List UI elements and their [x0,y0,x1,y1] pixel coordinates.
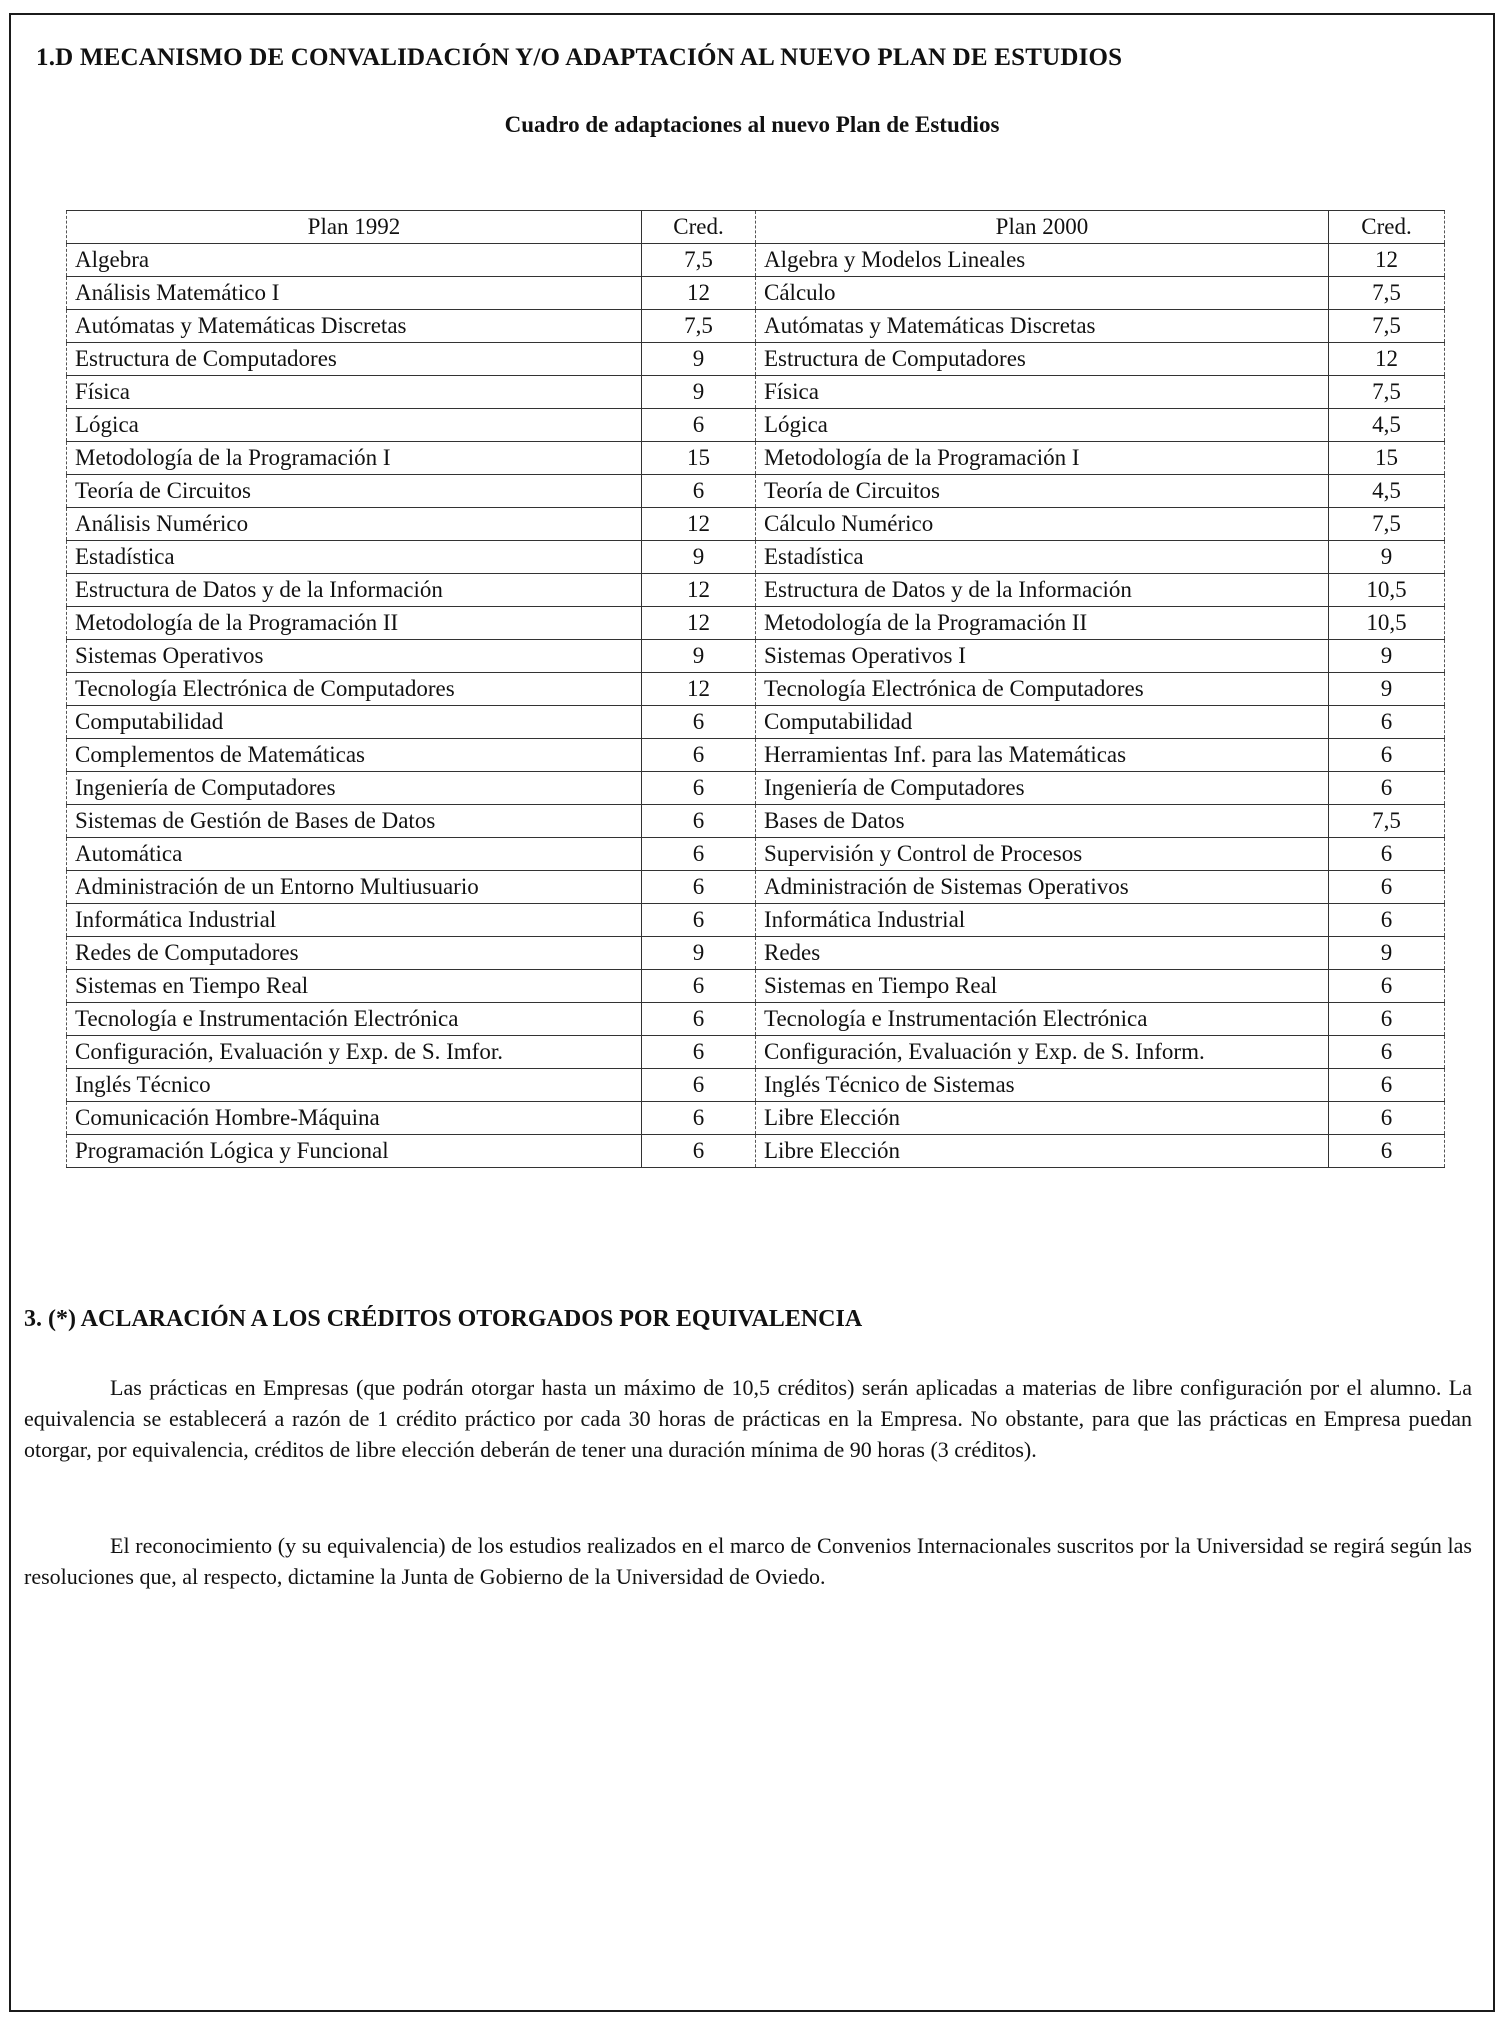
plan-1992-credits: 6 [642,1102,756,1135]
plan-1992-credits: 12 [642,673,756,706]
plan-1992-credits: 12 [642,574,756,607]
plan-2000-credits: 7,5 [1329,310,1445,343]
plan-1992-subject: Redes de Computadores [67,937,642,970]
header-row [67,211,1445,244]
plan-2000-subject: Supervisión y Control de Procesos [756,838,1329,871]
plan-1992-credits: 6 [642,475,756,508]
table-row [67,376,1445,409]
table-caption: Cuadro de adaptaciones al nuevo Plan de Estudios [504,112,1000,137]
plan-2000-subject: Inglés Técnico de Sistemas [756,1069,1329,1102]
table-row [67,1003,1445,1036]
plan-1992-credits: 9 [642,541,756,574]
plan-2000-subject: Libre Elección [756,1135,1329,1168]
plan-2000-credits: 6 [1329,1003,1445,1036]
plan-2000-credits: 12 [1329,343,1445,376]
header-plan-1992: Plan 1992 [67,211,642,244]
plan-2000-subject: Tecnología e Instrumentación Electrónica [756,1003,1329,1036]
plan-2000-subject: Ingeniería de Computadores [756,772,1329,805]
table-row [67,673,1445,706]
plan-1992-credits: 9 [642,343,756,376]
plan-2000-credits: 6 [1329,838,1445,871]
plan-1992-credits: 6 [642,772,756,805]
plan-1992-credits: 6 [642,838,756,871]
table-row [67,838,1445,871]
plan-2000-subject: Autómatas y Matemáticas Discretas [756,310,1329,343]
plan-1992-credits: 6 [642,871,756,904]
plan-1992-subject: Análisis Matemático I [67,277,642,310]
plan-2000-subject: Lógica [756,409,1329,442]
table-row [67,904,1445,937]
plan-1992-credits: 9 [642,937,756,970]
plan-2000-credits: 15 [1329,442,1445,475]
table-row [67,607,1445,640]
plan-2000-credits: 6 [1329,970,1445,1003]
table-row [67,310,1445,343]
table-row [67,508,1445,541]
table-row [67,475,1445,508]
plan-2000-credits: 6 [1329,1135,1445,1168]
table-row [67,442,1445,475]
plan-1992-subject: Administración de un Entorno Multiusuario [67,871,642,904]
plan-2000-credits: 4,5 [1329,475,1445,508]
plan-1992-subject: Automática [67,838,642,871]
plan-2000-subject: Libre Elección [756,1102,1329,1135]
plan-1992-credits: 7,5 [642,310,756,343]
header-plan-2000: Plan 2000 [756,211,1329,244]
plan-2000-subject: Metodología de la Programación I [756,442,1329,475]
plan-1992-subject: Física [67,376,642,409]
table-row [67,1135,1445,1168]
table-row [67,277,1445,310]
section-3-heading: 3. (*) ACLARACIÓN A LOS CRÉDITOS OTORGADOS POR EQUIVALENCIA [24,1306,863,1332]
table-row [67,871,1445,904]
plan-2000-credits: 6 [1329,706,1445,739]
plan-1992-credits: 9 [642,376,756,409]
plan-2000-credits: 6 [1329,1102,1445,1135]
plan-2000-subject: Teoría de Circuitos [756,475,1329,508]
plan-1992-credits: 6 [642,904,756,937]
plan-2000-credits: 6 [1329,904,1445,937]
plan-1992-subject: Programación Lógica y Funcional [67,1135,642,1168]
plan-2000-credits: 10,5 [1329,574,1445,607]
plan-2000-credits: 12 [1329,244,1445,277]
plan-2000-subject: Configuración, Evaluación y Exp. de S. Inform. [756,1036,1329,1069]
table-row [67,706,1445,739]
plan-2000-credits: 7,5 [1329,508,1445,541]
plan-1992-credits: 12 [642,607,756,640]
plan-1992-credits: 12 [642,277,756,310]
plan-1992-subject: Sistemas de Gestión de Bases de Datos [67,805,642,838]
plan-1992-subject: Teoría de Circuitos [67,475,642,508]
plan-1992-subject: Metodología de la Programación I [67,442,642,475]
plan-1992-subject: Estadística [67,541,642,574]
table-row [67,343,1445,376]
plan-2000-subject: Sistemas en Tiempo Real [756,970,1329,1003]
section-title: 1.D MECANISMO DE CONVALIDACIÓN Y/O ADAPTACIÓN AL NUEVO PLAN DE ESTUDIOS [36,44,1123,71]
table-row [67,640,1445,673]
plan-2000-credits: 7,5 [1329,277,1445,310]
plan-1992-credits: 6 [642,1135,756,1168]
plan-2000-credits: 9 [1329,640,1445,673]
plan-1992-subject: Computabilidad [67,706,642,739]
plan-2000-credits: 6 [1329,739,1445,772]
plan-2000-credits: 9 [1329,937,1445,970]
plan-1992-credits: 6 [642,805,756,838]
table-body [67,244,1445,1168]
plan-1992-subject: Estructura de Computadores [67,343,642,376]
plan-2000-credits: 9 [1329,673,1445,706]
plan-1992-subject: Complementos de Matemáticas [67,739,642,772]
paragraph-practicas: Las prácticas en Empresas (que podrán otorgar hasta un máximo de 10,5 créditos) serán aplicadas a materias de libre configuración por el alumno. La equivalencia se establecerá a razón de 1 crédito práctico por cada 30 horas de prácticas en la Empresa. No obstante, para que las prácticas en Empresa puedan otorgar, por equivalencia, créditos de libre elección deberán de tener una duración mínima de 90 horas (3 créditos). [24,1375,1472,1462]
plan-1992-credits: 6 [642,1003,756,1036]
plan-1992-credits: 6 [642,706,756,739]
plan-1992-credits: 15 [642,442,756,475]
header-cred-2000: Cred. [1329,211,1445,244]
plan-2000-credits: 10,5 [1329,607,1445,640]
plan-1992-subject: Análisis Numérico [67,508,642,541]
plan-1992-credits: 6 [642,1069,756,1102]
plan-1992-credits: 6 [642,1036,756,1069]
plan-1992-subject: Tecnología e Instrumentación Electrónica [67,1003,642,1036]
plan-1992-credits: 9 [642,640,756,673]
table-row [67,1036,1445,1069]
plan-2000-subject: Metodología de la Programación II [756,607,1329,640]
plan-2000-subject: Bases de Datos [756,805,1329,838]
plan-1992-subject: Comunicación Hombre-Máquina [67,1102,642,1135]
plan-2000-credits: 6 [1329,1036,1445,1069]
table-header [67,211,1445,244]
plan-1992-credits: 6 [642,739,756,772]
plan-2000-credits: 6 [1329,1069,1445,1102]
table-row [67,1069,1445,1102]
plan-1992-subject: Autómatas y Matemáticas Discretas [67,310,642,343]
plan-1992-subject: Metodología de la Programación II [67,607,642,640]
plan-2000-subject: Estructura de Datos y de la Información [756,574,1329,607]
plan-2000-credits: 6 [1329,772,1445,805]
plan-1992-subject: Informática Industrial [67,904,642,937]
plan-2000-subject: Tecnología Electrónica de Computadores [756,673,1329,706]
plan-1992-subject: Inglés Técnico [67,1069,642,1102]
plan-2000-subject: Estadística [756,541,1329,574]
plan-2000-subject: Cálculo [756,277,1329,310]
plan-2000-subject: Estructura de Computadores [756,343,1329,376]
plan-2000-credits: 4,5 [1329,409,1445,442]
plan-2000-credits: 7,5 [1329,376,1445,409]
plan-2000-subject: Cálculo Numérico [756,508,1329,541]
plan-2000-subject: Algebra y Modelos Lineales [756,244,1329,277]
plan-1992-subject: Sistemas en Tiempo Real [67,970,642,1003]
plan-1992-subject: Algebra [67,244,642,277]
table-row [67,805,1445,838]
plan-1992-subject: Estructura de Datos y de la Información [67,574,642,607]
plan-1992-subject: Sistemas Operativos [67,640,642,673]
plan-2000-subject: Herramientas Inf. para las Matemáticas [756,739,1329,772]
plan-2000-subject: Física [756,376,1329,409]
table-row [67,541,1445,574]
plan-1992-credits: 6 [642,409,756,442]
plan-1992-subject: Ingeniería de Computadores [67,772,642,805]
table-row [67,574,1445,607]
table-row [67,739,1445,772]
plan-1992-credits: 6 [642,970,756,1003]
table-row [67,772,1445,805]
header-cred-1992: Cred. [642,211,756,244]
plan-2000-subject: Sistemas Operativos I [756,640,1329,673]
paragraph-reconocimiento: El reconocimiento (y su equivalencia) de los estudios realizados en el marco de Convenios Internacionales suscritos por la Universidad se regirá según las resoluciones que, al respecto, dictamine la Junta de Gobierno de la Universidad de Oviedo. [24,1533,1472,1589]
plan-2000-subject: Administración de Sistemas Operativos [756,871,1329,904]
table-row [67,970,1445,1003]
table-row [67,937,1445,970]
plan-2000-subject: Computabilidad [756,706,1329,739]
table-row [67,1102,1445,1135]
plan-2000-credits: 9 [1329,541,1445,574]
plan-2000-subject: Informática Industrial [756,904,1329,937]
plan-2000-credits: 7,5 [1329,805,1445,838]
plan-2000-subject: Redes [756,937,1329,970]
plan-1992-subject: Tecnología Electrónica de Computadores [67,673,642,706]
plan-2000-credits: 6 [1329,871,1445,904]
adaptation-table [66,210,1445,1168]
plan-1992-credits: 12 [642,508,756,541]
table-row [67,409,1445,442]
table-row [67,244,1445,277]
plan-1992-subject: Lógica [67,409,642,442]
plan-1992-subject: Configuración, Evaluación y Exp. de S. Imfor. [67,1036,642,1069]
plan-1992-credits: 7,5 [642,244,756,277]
